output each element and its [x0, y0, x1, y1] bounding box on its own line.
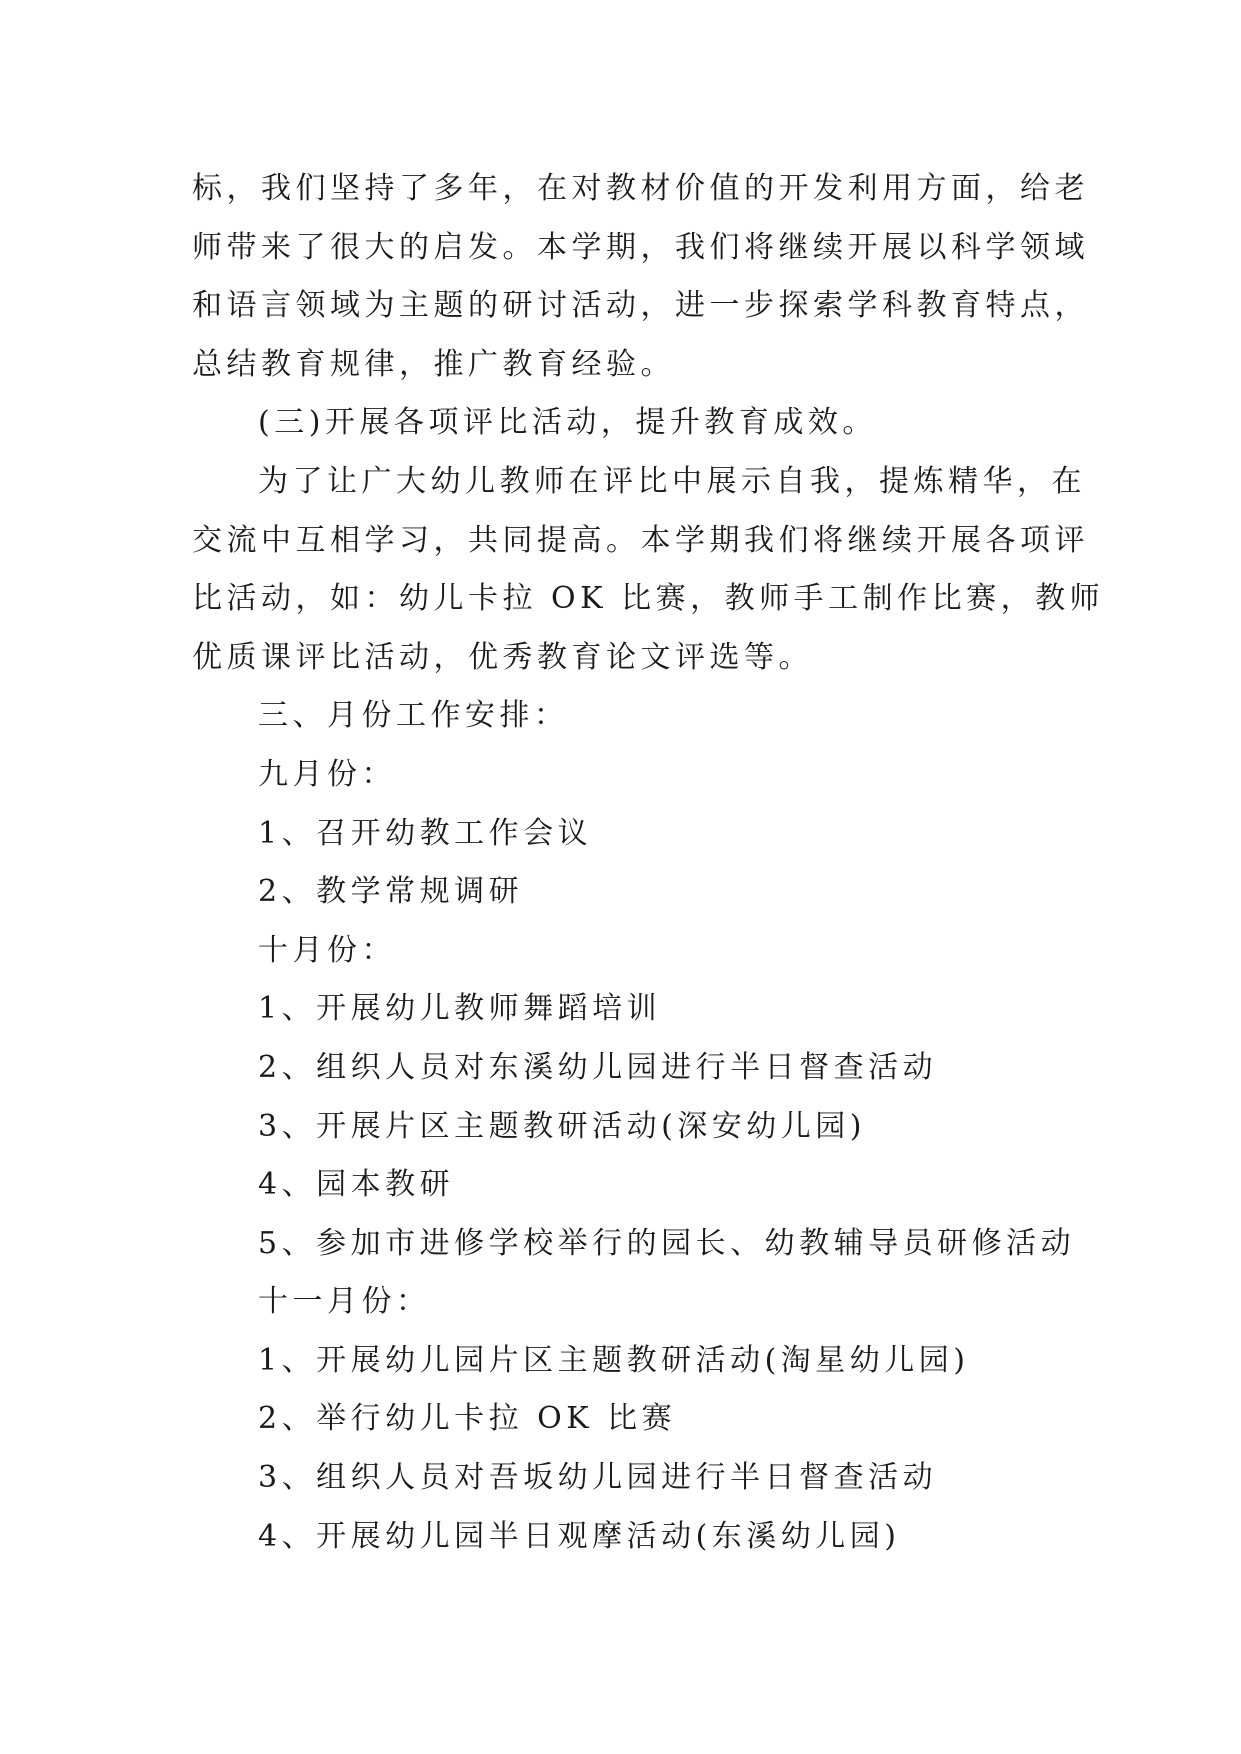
month-heading: 九月份： [258, 756, 396, 792]
list-item: 4、园本教研 [258, 1167, 455, 1203]
paragraph-line: 和语言领域为主题的研讨活动，进一步探索学科教育特点， [192, 288, 1089, 324]
list-item: 1、召开幼教工作会议 [258, 815, 593, 851]
list-item: 5、参加市进修学校举行的园长、幼教辅导员研修活动 [258, 1225, 1076, 1261]
paragraph-line: 交流中互相学习，共同提高。本学期我们将继续开展各项评 [192, 522, 1089, 558]
list-item: 2、举行幼儿卡拉 OK 比赛 [258, 1401, 677, 1437]
month-heading: 十月份： [258, 932, 396, 968]
paragraph-line: 为了让广大幼儿教师在评比中展示自我，提炼精华，在 [258, 463, 1086, 499]
paragraph-line: 优质课评比活动，优秀教育论文评选等。 [192, 639, 813, 675]
paragraph-line: 比活动，如：幼儿卡拉 OK 比赛，教师手工制作比赛，教师 [192, 581, 1105, 617]
section-heading: (三)开展各项评比活动，提升教育成效。 [258, 405, 877, 441]
list-item: 1、开展幼儿园片区主题教研活动(淘星幼儿园) [258, 1342, 970, 1378]
list-item: 3、组织人员对吾坂幼儿园进行半日督查活动 [258, 1460, 938, 1496]
document-body [192, 160, 1105, 1566]
paragraph-line: 师带来了很大的启发。本学期，我们将继续开展以科学领域 [192, 229, 1089, 265]
section-heading: 三、月份工作安排： [258, 698, 569, 734]
list-item: 3、开展片区主题教研活动(深安幼儿园) [258, 1108, 866, 1144]
list-item: 2、教学常规调研 [258, 874, 524, 910]
paragraph-line: 标，我们坚持了多年，在对教材价值的开发利用方面，给老 [192, 171, 1089, 206]
paragraph-line: 总结教育规律，推广教育经验。 [192, 346, 675, 382]
list-item: 1、开展幼儿教师舞蹈培训 [258, 991, 662, 1027]
list-item: 2、组织人员对东溪幼儿园进行半日督查活动 [258, 1049, 938, 1085]
list-item: 4、开展幼儿园半日观摩活动(东溪幼儿园) [258, 1518, 901, 1554]
month-heading: 十一月份： [258, 1284, 431, 1320]
